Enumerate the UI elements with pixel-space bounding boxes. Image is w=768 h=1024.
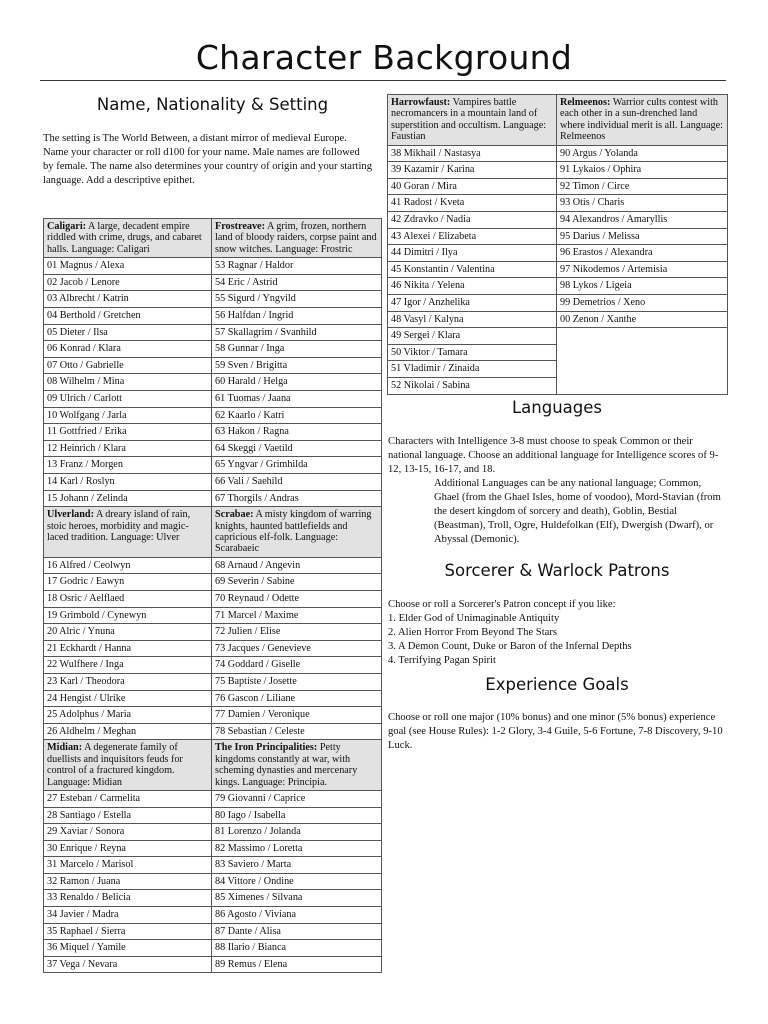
table-row <box>44 390 382 407</box>
country-header-cell <box>388 95 557 146</box>
name-cell: 10 Wolfgang / Jarla <box>44 407 212 424</box>
table-row <box>44 274 382 291</box>
name-cell: 08 Wilhelm / Mina <box>44 374 212 391</box>
name-cell: 48 Vasyl / Kalyna <box>388 311 557 328</box>
name-cell: 16 Alfred / Ceolwyn <box>44 557 212 574</box>
empty-cell <box>557 328 728 345</box>
table-row <box>44 407 382 424</box>
name-cell: 79 Giovanni / Caprice <box>212 790 382 807</box>
name-cell: 49 Sergei / Klara <box>388 328 557 345</box>
name-cell: 13 Franz / Morgen <box>44 457 212 474</box>
name-cell: 69 Severin / Sabine <box>212 574 382 591</box>
name-cell: 37 Vega / Nevara <box>44 956 212 973</box>
name-cell: 53 Ragnar / Haldor <box>212 258 382 275</box>
name-cell: 73 Jacques / Genevieve <box>212 640 382 657</box>
name-cell: 46 Nikita / Yelena <box>388 278 557 295</box>
name-cell: 45 Konstantin / Valentina <box>388 261 557 278</box>
name-cell: 78 Sebastian / Celeste <box>212 723 382 740</box>
name-cell: 20 Alric / Ynuna <box>44 624 212 641</box>
country-description: A degenerate family of duellists and inquisitors feuds for control of a fractured kingdom. Language: Midian <box>47 742 183 788</box>
name-cell: 29 Xaviar / Sonora <box>44 824 212 841</box>
country-header-cell <box>212 219 382 258</box>
table-row <box>388 377 728 394</box>
country-description: Petty kingdoms constantly at war, with scheming dynasties and mercenary kings. Language: Principia. <box>215 742 358 788</box>
country-header-cell <box>44 219 212 258</box>
table-row <box>388 228 728 245</box>
patrons-intro: Choose or roll a Sorcerer's Patron concept if you like: <box>388 599 616 610</box>
languages-heading: Languages <box>511 398 603 417</box>
table-row <box>44 790 382 807</box>
name-cell: 28 Santiago / Estella <box>44 807 212 824</box>
name-cell: 83 Saviero / Marta <box>212 857 382 874</box>
table-row <box>388 261 728 278</box>
table-row <box>44 890 382 907</box>
name-cell: 33 Renaldo / Belicia <box>44 890 212 907</box>
country-header-cell <box>557 95 728 146</box>
name-cell: 67 Thorgils / Andras <box>212 490 382 507</box>
country-header-row <box>44 740 382 791</box>
name-cell: 15 Johann / Zelinda <box>44 490 212 507</box>
table-row <box>44 624 382 641</box>
name-cell: 81 Lorenzo / Jolanda <box>212 824 382 841</box>
name-cell: 54 Eric / Astrid <box>212 274 382 291</box>
table-row <box>388 294 728 311</box>
country-header-cell <box>212 740 382 791</box>
name-cell: 52 Nikolai / Sabina <box>388 377 557 394</box>
name-cell: 39 Kazamir / Karina <box>388 162 557 179</box>
name-cell: 97 Nikodemos / Artemisia <box>557 261 728 278</box>
name-cell: 14 Karl / Roslyn <box>44 473 212 490</box>
table-row <box>388 245 728 262</box>
name-cell: 01 Magnus / Alexa <box>44 258 212 275</box>
country-header-row <box>44 219 382 258</box>
name-cell: 64 Skeggi / Vaetild <box>212 440 382 457</box>
table-row <box>44 291 382 308</box>
country-name: Caligari: <box>47 221 87 232</box>
name-cell: 90 Argus / Yolanda <box>557 145 728 162</box>
country-header-row <box>388 95 728 146</box>
table-row <box>388 344 728 361</box>
table-row <box>44 607 382 624</box>
name-cell: 19 Grimbold / Cynewyn <box>44 607 212 624</box>
name-cell: 96 Erastos / Alexandra <box>557 245 728 262</box>
table-row <box>44 640 382 657</box>
name-cell: 50 Viktor / Tamara <box>388 344 557 361</box>
languages-para-2: Additional Languages can be any national language; Common, Ghael (from the Ghael Isles, home of voodoo), Mord-Stavian (from the desert kingdom of sorcery and death), Goblin, Bestial (Beastman), Troll, Ogre, Huldefolkan (Elf), Dwergish (Dwarf), or Abyssal (Demonic). <box>434 478 721 545</box>
name-cell: 22 Wulfhere / Inga <box>44 657 212 674</box>
name-cell: 56 Halfdan / Ingrid <box>212 308 382 325</box>
name-cell: 89 Remus / Elena <box>212 956 382 973</box>
table-row <box>44 690 382 707</box>
table-row <box>388 212 728 229</box>
table-row <box>44 574 382 591</box>
name-cell: 82 Massimo / Loretta <box>212 840 382 857</box>
table-row <box>44 557 382 574</box>
table-row <box>44 673 382 690</box>
table-row <box>44 590 382 607</box>
name-cell: 62 Kaarlo / Katri <box>212 407 382 424</box>
table-row <box>44 324 382 341</box>
name-cell: 27 Esteban / Carmelita <box>44 790 212 807</box>
name-cell: 84 Vittore / Ondine <box>212 873 382 890</box>
name-cell: 68 Arnaud / Angevin <box>212 557 382 574</box>
page-title: Character Background <box>195 38 573 77</box>
country-description: A dreary island of rain, stoic heroes, morbidity and magic-laced tradition. Language: Ulver <box>47 509 191 543</box>
country-name: Ulverland: <box>47 509 94 521</box>
name-cell: 35 Raphael / Sierra <box>44 923 212 940</box>
name-cell: 38 Mikhail / Nastasya <box>388 145 557 162</box>
name-cell: 70 Reynaud / Odette <box>212 590 382 607</box>
table-row <box>388 328 728 345</box>
name-cell: 94 Alexandros / Amaryllis <box>557 212 728 229</box>
name-cell: 91 Lykaios / Ophira <box>557 162 728 179</box>
name-cell: 65 Yngvar / Grimhilda <box>212 457 382 474</box>
table-row <box>44 824 382 841</box>
name-cell: 93 Otis / Charis <box>557 195 728 212</box>
names-table-right <box>387 94 728 395</box>
name-cell: 72 Julien / Elise <box>212 624 382 641</box>
name-cell: 25 Adolphus / Maria <box>44 707 212 724</box>
country-description: A grim, frozen, northern land of bloody raiders, corpse paint and snow witches. Language: Frostric <box>215 221 377 255</box>
name-cell: 44 Dimitri / Ilya <box>388 245 557 262</box>
country-header-cell <box>212 507 382 558</box>
name-cell: 06 Konrad / Klara <box>44 341 212 358</box>
table-row <box>44 857 382 874</box>
name-cell: 76 Gascon / Liliane <box>212 690 382 707</box>
name-cell: 30 Enrique / Reyna <box>44 840 212 857</box>
experience-heading: Experience Goals <box>485 675 629 694</box>
empty-cell <box>557 361 728 378</box>
name-cell: 60 Harald / Helga <box>212 374 382 391</box>
name-cell: 77 Damien / Veronique <box>212 707 382 724</box>
table-row <box>388 278 728 295</box>
name-cell: 57 Skallagrim / Svanhild <box>212 324 382 341</box>
table-row <box>388 361 728 378</box>
name-cell: 36 Miquel / Yamile <box>44 940 212 957</box>
country-name: Harrowfaust: <box>391 97 451 108</box>
patron-item: 1. Elder God of Unimaginable Antiquity <box>388 613 560 624</box>
name-section-heading: Name, Nationality & Setting <box>96 95 329 114</box>
name-cell: 75 Baptiste / Josette <box>212 673 382 690</box>
name-cell: 92 Timon / Circe <box>557 178 728 195</box>
table-row <box>388 145 728 162</box>
country-name: Frostreave: <box>215 221 265 232</box>
name-section-text: The setting is The World Between, a distant mirror of medieval Europe. Name your character or roll d100 for your name. Male names are followed by female. The name also determines your country of origin and your starting language. Add a descriptive epithet. <box>43 133 373 186</box>
name-cell: 40 Goran / Mira <box>388 178 557 195</box>
experience-text: Choose or roll one major (10% bonus) and one minor (5% bonus) experience goal (see House Rules): 1-2 Glory, 3-4 Guile, 5-6 Fortune, 7-8 Discovery, 9-10 Luck. <box>388 712 723 751</box>
name-cell: 61 Tuomas / Jaana <box>212 390 382 407</box>
names-table-left <box>43 218 382 973</box>
table-row <box>44 873 382 890</box>
table-row <box>44 308 382 325</box>
table-row <box>44 807 382 824</box>
name-cell: 07 Otto / Gabrielle <box>44 357 212 374</box>
name-cell: 51 Vladimir / Zinaida <box>388 361 557 378</box>
name-cell: 12 Heinrich / Klara <box>44 440 212 457</box>
title-divider <box>40 80 726 81</box>
empty-cell <box>557 344 728 361</box>
patrons-heading: Sorcerer & Warlock Patrons <box>444 561 670 580</box>
country-description: Warrior cults contest with each other in a sun-drenched land where individual merit is all. Language: Relmeenos <box>560 97 723 143</box>
table-row <box>388 195 728 212</box>
patron-item: 4. Terrifying Pagan Spirit <box>388 655 496 666</box>
name-cell: 00 Zenon / Xanthe <box>557 311 728 328</box>
table-row <box>44 840 382 857</box>
name-cell: 41 Radost / Kveta <box>388 195 557 212</box>
table-row <box>44 723 382 740</box>
country-description: A large, decadent empire riddled with crime, drugs, and cabaret halls. Language: Caligari <box>47 221 202 255</box>
country-name: The Iron Principalities: <box>215 742 318 754</box>
table-row <box>388 178 728 195</box>
country-header-cell <box>44 507 212 558</box>
name-cell: 23 Karl / Theodora <box>44 673 212 690</box>
name-cell: 74 Goddard / Giselle <box>212 657 382 674</box>
languages-para-1: Characters with Intelligence 3-8 must choose to speak Common or their national language. Choose an additional language for Intelligence scores of 9-12, 13-15, 16-17, and 18. <box>388 436 719 475</box>
name-cell: 71 Marcel / Maxime <box>212 607 382 624</box>
country-header-row <box>44 507 382 558</box>
name-cell: 58 Gunnar / Inga <box>212 341 382 358</box>
name-cell: 32 Ramon / Juana <box>44 873 212 890</box>
table-row <box>388 162 728 179</box>
name-cell: 18 Osric / Aelflaed <box>44 590 212 607</box>
table-row <box>388 311 728 328</box>
table-row <box>44 940 382 957</box>
name-cell: 55 Sigurd / Yngvild <box>212 291 382 308</box>
name-cell: 99 Demetrios / Xeno <box>557 294 728 311</box>
patrons-text <box>388 598 726 668</box>
table-row <box>44 341 382 358</box>
name-cell: 11 Gottfried / Erika <box>44 424 212 441</box>
name-cell: 80 Iago / Isabella <box>212 807 382 824</box>
table-row <box>44 657 382 674</box>
table-row <box>44 473 382 490</box>
table-row <box>44 374 382 391</box>
table-row <box>44 424 382 441</box>
name-cell: 24 Hengist / Ulrike <box>44 690 212 707</box>
name-cell: 87 Dante / Alisa <box>212 923 382 940</box>
languages-text <box>388 435 726 547</box>
table-row <box>44 457 382 474</box>
name-cell: 05 Dieter / Ilsa <box>44 324 212 341</box>
name-cell: 31 Marcelo / Marisol <box>44 857 212 874</box>
name-cell: 02 Jacob / Lenore <box>44 274 212 291</box>
name-cell: 21 Eckhardt / Hanna <box>44 640 212 657</box>
country-name: Midian: <box>47 742 83 754</box>
name-cell: 88 Ilario / Bianca <box>212 940 382 957</box>
patron-item: 2. Alien Horror From Beyond The Stars <box>388 627 557 638</box>
table-row <box>44 490 382 507</box>
name-cell: 63 Hakon / Ragna <box>212 424 382 441</box>
table-row <box>44 907 382 924</box>
table-row <box>44 258 382 275</box>
country-description: Vampires battle necromancers in a mountain land of superstition and occultism. Language: Faustian <box>391 97 547 143</box>
empty-cell <box>557 377 728 394</box>
table-row <box>44 923 382 940</box>
name-cell: 26 Aldhelm / Meghan <box>44 723 212 740</box>
name-cell: 43 Alexei / Elizabeta <box>388 228 557 245</box>
country-header-cell <box>44 740 212 791</box>
name-cell: 86 Agosto / Viviana <box>212 907 382 924</box>
name-cell: 09 Ulrich / Carlott <box>44 390 212 407</box>
table-row <box>44 357 382 374</box>
patron-item: 3. A Demon Count, Duke or Baron of the Infernal Depths <box>388 641 632 652</box>
name-cell: 04 Berthold / Gretchen <box>44 308 212 325</box>
name-cell: 66 Vali / Saehild <box>212 473 382 490</box>
table-row <box>44 956 382 973</box>
name-cell: 03 Albrecht / Katrin <box>44 291 212 308</box>
name-cell: 59 Sven / Brigitta <box>212 357 382 374</box>
name-cell: 85 Ximenes / Silvana <box>212 890 382 907</box>
table-row <box>44 707 382 724</box>
country-name: Scrabae: <box>215 509 254 521</box>
name-cell: 95 Darius / Melissa <box>557 228 728 245</box>
name-cell: 34 Javier / Madra <box>44 907 212 924</box>
table-row <box>44 440 382 457</box>
country-description: A misty kingdom of warring knights, haunted battlefields and capricious elf-folk. Language: Scarabaeic <box>215 509 372 555</box>
name-cell: 17 Godric / Eawyn <box>44 574 212 591</box>
country-name: Relmeenos: <box>560 97 611 108</box>
name-cell: 98 Lykos / Ligeia <box>557 278 728 295</box>
name-cell: 47 Igor / Anzhelika <box>388 294 557 311</box>
name-cell: 42 Zdravko / Nadia <box>388 212 557 229</box>
